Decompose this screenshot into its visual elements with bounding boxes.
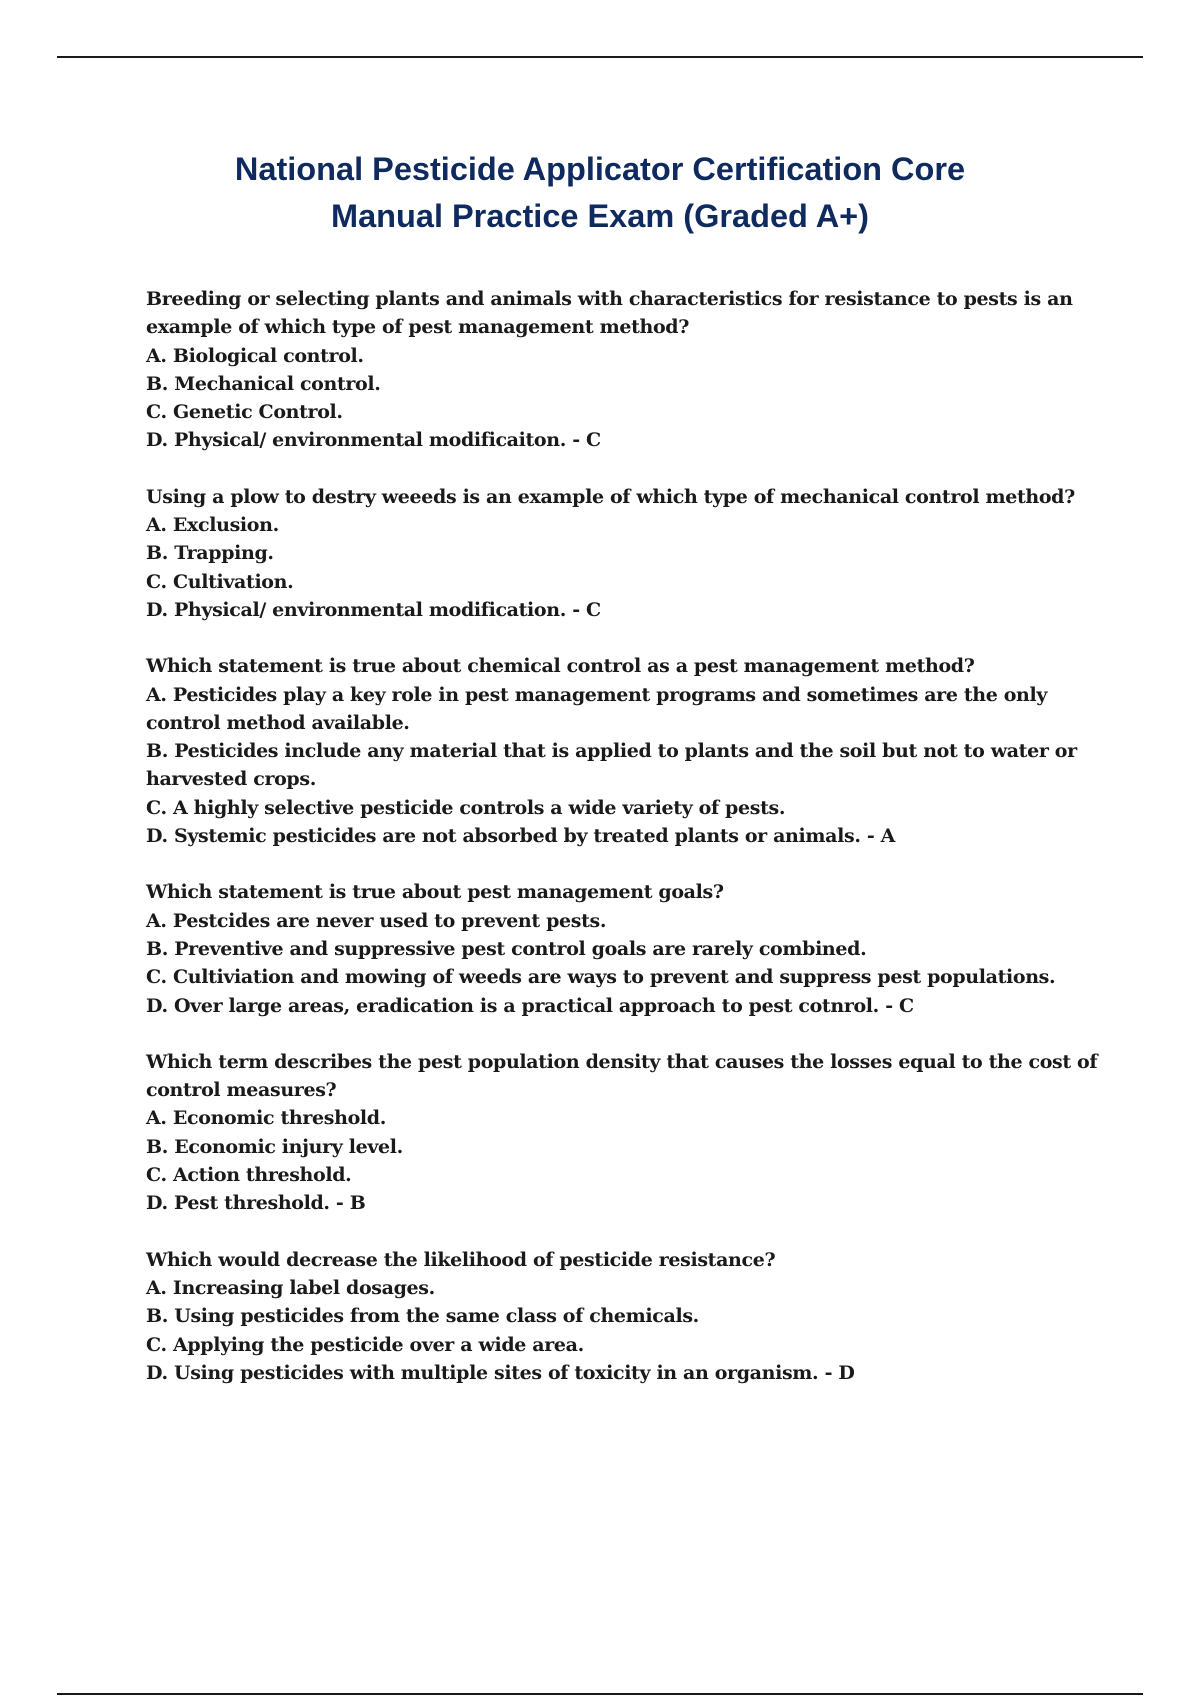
answer-option-b: B. Economic injury level. <box>146 1135 403 1158</box>
question-list <box>146 285 1106 1415</box>
answer-option-a: A. Increasing label dosages. <box>146 1276 435 1299</box>
answer-option-a: A. Economic threshold. <box>146 1107 386 1130</box>
title-line-2: Manual Practice Exam (Graded A+) <box>331 198 869 234</box>
answer-option-d: D. Physical/ environmental modification. - C <box>146 598 601 621</box>
answer-option-a: A. Exclusion. <box>146 514 279 537</box>
question-text: Which term describes the pest population density that causes the losses equal to the cost of control measures? <box>146 1050 1098 1102</box>
answer-option-c: C. Genetic Control. <box>146 401 343 424</box>
question-text: Which statement is true about chemical control as a pest management method? <box>146 655 975 678</box>
question-4 <box>146 878 1106 1019</box>
answer-option-d: D. Systemic pesticides are not absorbed by treated plants or animals. - A <box>146 825 896 848</box>
answer-option-d: D. Over large areas, eradication is a practical approach to pest cotnrol. - C <box>146 994 914 1017</box>
document-title <box>100 146 1100 240</box>
answer-option-c: C. Cultivation. <box>146 570 294 593</box>
answer-option-c: C. Applying the pesticide over a wide area. <box>146 1333 584 1356</box>
answer-option-a: A. Pesticides play a key role in pest management programs and sometimes are the only control method available. <box>146 683 1048 734</box>
title-line-1: National Pesticide Applicator Certification Core <box>234 151 966 187</box>
answer-option-a: A. Pestcides are never used to prevent pests. <box>146 909 607 932</box>
question-6 <box>146 1246 1106 1387</box>
answer-option-d: D. Using pesticides with multiple sites of toxicity in an organism. - D <box>146 1361 855 1384</box>
answer-option-c: C. Cultiviation and mowing of weeds are ways to prevent and suppress pest populations. <box>146 966 1056 989</box>
question-3 <box>146 652 1106 850</box>
question-text: Using a plow to destry weeeds is an example of which type of mechanical control method? <box>146 485 1075 508</box>
answer-option-c: C. A highly selective pesticide controls a wide variety of pests. <box>146 796 786 819</box>
top-rule <box>57 56 1143 58</box>
question-2 <box>146 483 1106 624</box>
answer-option-d: D. Pest threshold. - B <box>146 1192 366 1215</box>
question-text: Breeding or selecting plants and animals with characteristics for resistance to pests is an example of which type of pest management method? <box>146 288 1073 339</box>
answer-option-b: B. Mechanical control. <box>146 372 381 395</box>
question-5 <box>146 1048 1106 1218</box>
answer-option-a: A. Biological control. <box>146 344 364 367</box>
question-text: Which statement is true about pest management goals? <box>146 881 724 904</box>
answer-option-b: B. Pesticides include any material that is applied to plants and the soil but not to water or harvested crops. <box>146 740 1077 791</box>
answer-option-b: B. Preventive and suppressive pest control goals are rarely combined. <box>146 937 867 960</box>
question-text: Which would decrease the likelihood of pesticide resistance? <box>146 1248 776 1271</box>
answer-option-b: B. Using pesticides from the same class of chemicals. <box>146 1305 699 1328</box>
answer-option-d: D. Physical/ environmental modificaiton. - C <box>146 429 601 452</box>
bottom-rule <box>57 1693 1143 1695</box>
question-1 <box>146 285 1106 455</box>
answer-option-c: C. Action threshold. <box>146 1164 352 1187</box>
answer-option-b: B. Trapping. <box>146 542 274 565</box>
